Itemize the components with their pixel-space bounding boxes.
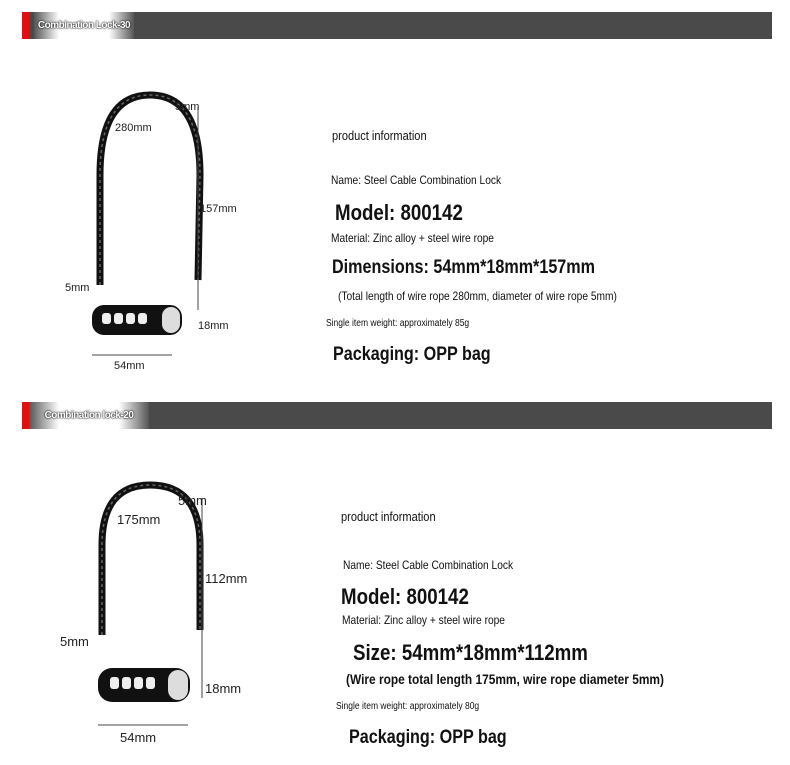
height-label: 112mm — [205, 571, 248, 586]
product-dimensions-note: (Total length of wire rope 280mm, diameter of wire rope 5mm) — [338, 289, 617, 303]
product-dimensions: Dimensions: 54mm*18mm*157mm — [332, 257, 596, 278]
length-label: 280mm — [115, 122, 152, 134]
product-packaging: Packaging: OPP bag — [349, 727, 507, 748]
section-header-label: Combination Lock-30 — [34, 12, 134, 39]
section-title: product information — [341, 509, 436, 524]
product-model: Model: 800142 — [341, 584, 469, 609]
shackle-diameter-label: 5mm — [65, 282, 90, 294]
cable-diameter-label: 5mm — [178, 493, 207, 508]
length-label: 175mm — [117, 512, 161, 527]
width-label: 54mm — [114, 360, 145, 372]
section-header-bar — [22, 12, 772, 39]
lock-30-image — [50, 85, 330, 372]
product-model: Model: 800142 — [335, 200, 463, 225]
product-name: Name: Steel Cable Combination Lock — [343, 558, 514, 572]
height-label: 157mm — [200, 203, 237, 215]
cable-diameter-label: 5mm — [175, 101, 200, 113]
product-material: Material: Zinc alloy + steel wire rope — [342, 613, 505, 627]
depth-label: 18mm — [198, 320, 229, 332]
product-dimensions-note: (Wire rope total length 175mm, wire rope diameter 5mm) — [346, 671, 664, 687]
product-dimensions: Size: 54mm*18mm*112mm — [353, 640, 588, 665]
width-label: 54mm — [120, 730, 157, 745]
lock-20-image — [50, 470, 330, 750]
section-title: product information — [332, 128, 427, 143]
red-accent — [22, 402, 29, 429]
shackle-diameter-label: 5mm — [60, 634, 89, 649]
product-weight: Single item weight: approximately 85g — [326, 318, 470, 329]
product-material: Material: Zinc alloy + steel wire rope — [331, 231, 494, 245]
product-name: Name: Steel Cable Combination Lock — [331, 173, 502, 187]
product-packaging: Packaging: OPP bag — [333, 344, 491, 365]
section-header-label: Combination lock-20 — [29, 402, 149, 429]
product-weight: Single item weight: approximately 80g — [336, 701, 480, 712]
depth-label: 18mm — [205, 681, 242, 696]
red-accent — [22, 12, 29, 39]
section-header-bar — [22, 402, 772, 429]
